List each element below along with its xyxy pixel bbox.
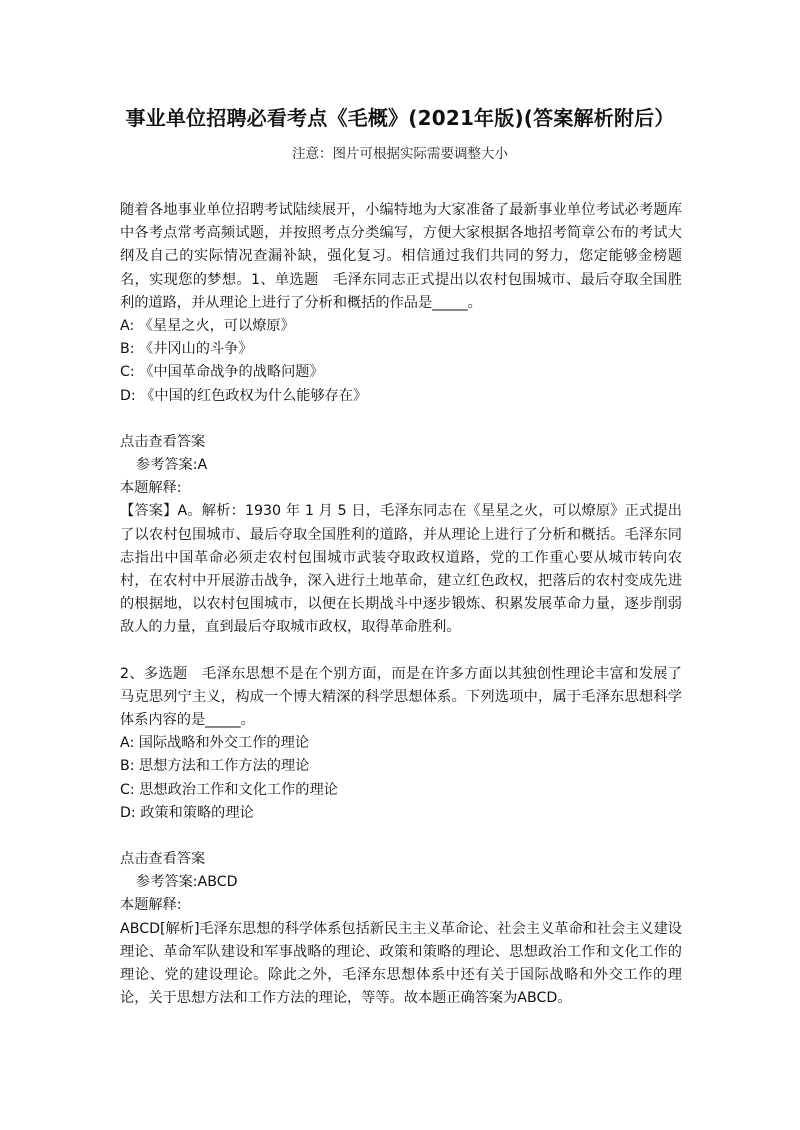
q2-option-b: B: 思想方法和工作方法的理论 [120,758,310,775]
q1-reference-answer: 参考答案:A [136,457,208,474]
q2-option-d: D: 政策和策略的理论 [120,804,254,821]
q1-explanation: 【答案】A。解析：1930 年 1 月 5 日，毛泽东同志在《星星之火，可以燎原》正式提出了以农村包围城市、最后夺取全国胜利的道路，并从理论上进行了分析和概括。毛泽东同志指出中国革命必须走农村包围城市武装夺取政权道路，党的工作重心要从城市转向农村，在农村中开展游击战争，深入进行土地革命，建立红色政权，把落后的农村变成先进的根据地，以农村包围城市，以便在长期战斗中逐步锻炼、积累发展革命力量，逐步削弱敌人的力量，直到最后夺取城市政权，取得革命胜利。 [120,503,682,636]
page-note: 注意：图片可根据实际需要调整大小 [292,146,508,162]
q2-explanation: ABCD[解析]毛泽东思想的科学体系包括新民主主义革命论、社会主义革命和社会主义建设理论、革命军队建设和军事战略的理论、政策和策略的理论、思想政治工作和文化工作的理论、党的建设理论。除此之外，毛泽东思想体系中还有关于国际战略和外交工作的理论，关于思想方法和工作方法的理论，等等。故本题正确答案为ABCD。 [120,920,682,1007]
page-title: 事业单位招聘必看考点《毛概》(2021年版)(答案解析附后） [125,106,675,130]
q1-option-b: B: 《井冈山的斗争》 [120,341,253,358]
q1-explain-label: 本题解释: [120,480,182,497]
spacer [120,825,682,848]
spacer [120,640,682,663]
q2-reference-answer: 参考答案:ABCD [136,874,238,891]
q2-click-answer[interactable]: 点击查看答案 [120,851,206,868]
q1-option-d: D: 《中国的红色政权为什么能够存在》 [120,387,368,404]
q1-click-answer[interactable]: 点击查看答案 [120,433,206,450]
q2-option-c: C: 思想政治工作和文化工作的理论 [120,781,338,798]
intro-paragraph: 随着各地事业单位招聘考试陆续展开，小编特地为大家准备了最新事业单位考试必考题库中各考点常考高频试题，并按照考点分类编写，方便大家根据各地招考简章公布的考试大纲及自己的实际情况查漏补缺，强化复习。相信通过我们共同的努力，您定能够金榜题名，实现您的梦想。1、单选题 毛泽东同志正式提出以农村包围城市、最后夺取全国胜利的道路，并从理论上进行了分析和概括的作品是_____。 [120,202,682,311]
q1-option-a: A: 《星星之火，可以燎原》 [120,318,295,335]
q2-explain-label: 本题解释: [120,897,182,914]
spacer [120,408,682,431]
q1-option-c: C: 《中国革命战争的战略问题》 [120,364,324,381]
q2-stem: 2、多选题 毛泽东思想不是在个别方面，而是在许多方面以其独创性理论丰富和发展了马克思列宁主义，构成一个博大精深的科学思想体系。下列选项中，属于毛泽东思想科学体系内容的是_____。 [120,665,682,729]
document-body [120,199,682,1011]
q2-option-a: A: 国际战略和外交工作的理论 [120,735,309,752]
